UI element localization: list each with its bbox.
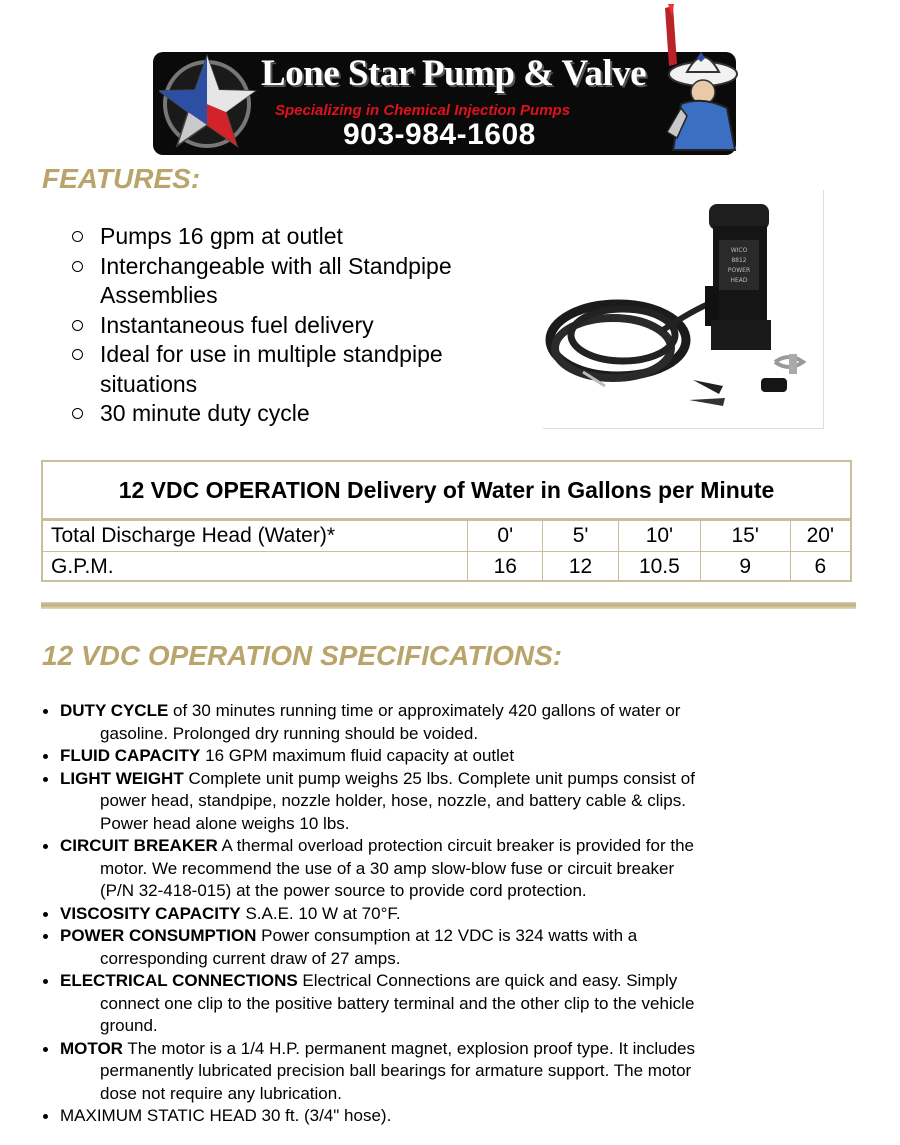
bullet-icon — [43, 1114, 48, 1119]
features-list — [70, 222, 520, 429]
table-row — [43, 521, 850, 552]
company-phone: 903-984-1608 — [343, 118, 536, 151]
list-item: POWER CONSUMPTION Power consumption at 12 VDC is 324 watts with a corresponding current draw of 27 amps. — [42, 925, 822, 970]
spec-label: CIRCUIT BREAKER — [60, 836, 218, 855]
spec-label: POWER CONSUMPTION — [60, 926, 257, 945]
circle-bullet-icon — [72, 261, 83, 272]
list-item: ELECTRICAL CONNECTIONS Electrical Connections are quick and easy. Simply connect one clip to the positive battery terminal and the other clip to the vehicle ground. — [42, 970, 822, 1038]
spec-label: LIGHT WEIGHT — [60, 768, 184, 788]
list-item: Instantaneous fuel delivery — [70, 311, 520, 341]
bullet-icon — [43, 979, 48, 984]
table-cell: 10' — [618, 521, 700, 552]
list-item: 30 minute duty cycle — [70, 399, 520, 429]
delivery-table-title: 12 VDC OPERATION Delivery of Water in Gallons per Minute — [43, 462, 850, 520]
table-cell: 12 — [543, 552, 619, 583]
table-cell: 9 — [700, 552, 790, 583]
bullet-icon — [43, 934, 48, 939]
list-item: MOTOR The motor is a 1/4 H.P. permanent magnet, explosion proof type. It includes permanently lubricated precision ball bearings for armature support. The motor dose not require any lubrication. — [42, 1038, 822, 1106]
list-item: Interchangeable with all Standpipe Assemblies — [70, 252, 520, 311]
table-cell: Total Discharge Head (Water)* — [43, 521, 468, 552]
svg-text:HEAD: HEAD — [730, 277, 748, 284]
product-photo — [543, 190, 824, 429]
list-item: DUTY CYCLE of 30 minutes running time or approximately 420 gallons of water or gasoline. Prolonged dry running should be voided. — [42, 700, 822, 745]
delivery-data-table — [43, 520, 850, 582]
bullet-icon — [43, 709, 48, 714]
svg-text:8812: 8812 — [731, 257, 747, 264]
table-row — [43, 552, 850, 583]
spec-label: VISCOSITY CAPACITY — [60, 903, 241, 923]
table-cell: 0' — [468, 521, 543, 552]
circle-bullet-icon — [72, 231, 83, 242]
company-logo-banner — [153, 52, 736, 155]
list-item: Ideal for use in multiple standpipe situations — [70, 340, 520, 399]
company-name: Lone Star Pump & Valve — [261, 53, 647, 94]
table-cell: 16 — [468, 552, 543, 583]
bullet-icon — [43, 1047, 48, 1052]
circle-bullet-icon — [72, 320, 83, 331]
list-item: LIGHT WEIGHT Complete unit pump weighs 25 lbs. Complete unit pumps consist of power head, standpipe, nozzle holder, hose, nozzle, and battery cable & clips. Power head alone weighs 10 lbs. — [42, 768, 822, 836]
specs-heading: 12 VDC OPERATION SPECIFICATIONS: — [42, 640, 563, 671]
svg-text:WICO: WICO — [730, 247, 748, 254]
table-cell: 15' — [700, 521, 790, 552]
bullet-icon — [43, 844, 48, 849]
spec-label: ELECTRICAL CONNECTIONS — [60, 971, 298, 990]
cowboy-mascot-icon — [651, 4, 741, 154]
list-item: MAXIMUM STATIC HEAD 30 ft. (3/4" hose). — [42, 1105, 822, 1128]
company-tagline: Specializing in Chemical Injection Pumps — [275, 102, 571, 119]
table-cell: G.P.M. — [43, 552, 468, 583]
table-cell: 20' — [790, 521, 850, 552]
table-cell: 6 — [790, 552, 850, 583]
specs-list — [42, 700, 822, 1128]
svg-text:POWER: POWER — [727, 267, 751, 274]
spec-label: FLUID CAPACITY — [60, 746, 201, 765]
table-cell: 5' — [543, 521, 619, 552]
spec-label: DUTY CYCLE — [60, 701, 169, 720]
list-item: VISCOSITY CAPACITY S.A.E. 10 W at 70°F. — [42, 903, 822, 926]
list-item: Pumps 16 gpm at outlet — [70, 222, 520, 252]
pump-image — [543, 190, 823, 428]
gold-divider — [41, 602, 856, 609]
delivery-table — [41, 460, 852, 582]
spec-label: MOTOR — [60, 1038, 123, 1058]
circle-bullet-icon — [72, 349, 83, 360]
features-heading: FEATURES: — [42, 163, 201, 194]
texas-star-icon — [159, 44, 259, 154]
list-item: CIRCUIT BREAKER A thermal overload protection circuit breaker is provided for the motor. We recommend the use of a 30 amp slow-blow fuse or circuit breaker (P/N 32-418-015) at the power source to provide cord protection. — [42, 835, 822, 903]
bullet-icon — [43, 912, 48, 917]
bullet-icon — [43, 777, 48, 782]
table-cell: 10.5 — [618, 552, 700, 583]
circle-bullet-icon — [72, 408, 83, 419]
list-item: FLUID CAPACITY 16 GPM maximum fluid capacity at outlet — [42, 745, 822, 768]
bullet-icon — [43, 754, 48, 759]
